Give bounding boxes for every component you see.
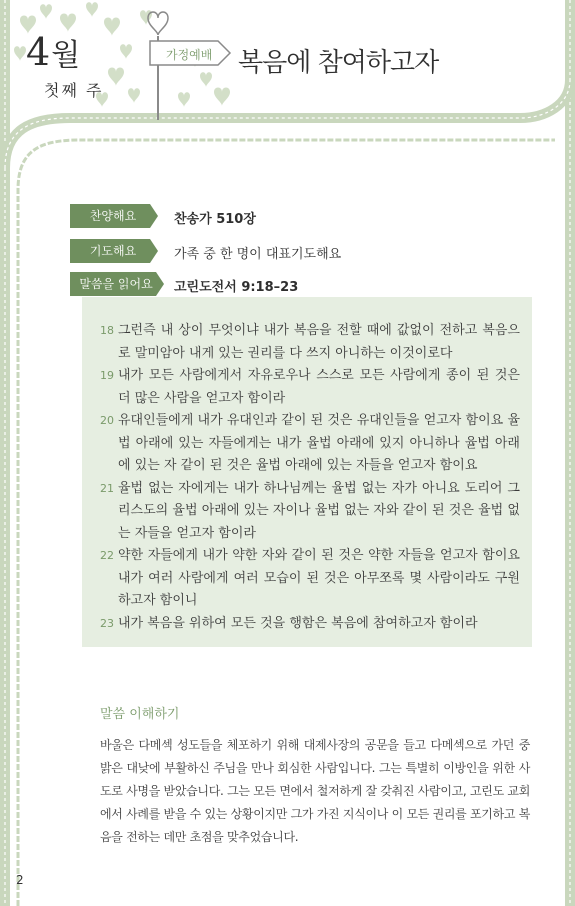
verse — [100, 320, 520, 365]
prayer-value: 가족 중 한 명이 대표기도해요 — [174, 247, 342, 262]
page-title: 복음에 참여하고자 — [238, 48, 439, 78]
week-label: 첫째 주 — [44, 81, 104, 100]
verse-text: 내가 복음을 위하여 모든 것을 행함은 복음에 참여하고자 함이라 — [118, 615, 478, 631]
reading-label: 말씀을 읽어요 — [79, 277, 153, 291]
verse-text: 유대인들에게 내가 유대인과 같이 된 것은 유대인들을 얻고자 함이요 율법 아래에 있는 자들에게는 내가 율법 아래에 있지 아니하나 율법 아래에 있는 자 같이 된 것은 율법 아래에 있는 자들을 얻고자 함이요 — [118, 413, 520, 473]
month-heading — [26, 30, 79, 74]
verse — [100, 410, 520, 478]
praise-value: 찬송가 510장 — [174, 212, 256, 227]
verse-number: 23 — [100, 616, 114, 630]
page-number: 2 — [16, 873, 24, 887]
verse-text: 그런즉 내 상이 무엇이냐 내가 복음을 전할 때에 값없이 전하고 복음으로 말미암아 내게 있는 권리를 다 쓰지 아니하는 이것이로다 — [118, 323, 520, 361]
category-tag: 가정예배 — [166, 48, 213, 62]
verse — [100, 478, 520, 546]
understanding-body: 바울은 다메섹 성도들을 체포하기 위해 대제사장의 공문을 들고 다메섹으로 가던 중 밝은 대낮에 부활하신 주님을 만나 회심한 사람입니다. 그는 특별히 이방인을 위한 사도로 사명을 받았습니다. 그는 모든 면에서 철저하게 잘 갖춰진 사람이고, 고린도 교회에서 사례를 받을 수 있는 상황이지만 그가 가진 지식이나 이 모든 권리를 포기하고 복음을 전하는 데만 초점을 맞추었습니다. — [100, 738, 530, 844]
verse — [100, 365, 520, 410]
month-unit: 월 — [51, 38, 80, 73]
verse-number: 22 — [100, 549, 114, 562]
verse — [100, 613, 520, 636]
verse-text: 내가 모든 사람에게서 자유로우나 스스로 모든 사람에게 종이 된 것은 더 많은 사람을 얻고자 함이라 — [118, 368, 520, 406]
scripture-verses — [100, 320, 520, 635]
praise-label: 찬양해요 — [89, 209, 137, 223]
verse-text: 율법 없는 자에게는 내가 하나님께는 율법 없는 자가 아니요 도리어 그리스도의 율법 아래에 있는 자이나 율법 없는 자와 같이 된 것은 율법 없는 자들을 얻고자 함이라 — [118, 480, 520, 541]
verse-number: 18 — [100, 324, 114, 337]
verse-number: 19 — [100, 369, 114, 382]
understanding-heading: 말씀 이해하기 — [100, 707, 180, 722]
verse-number: 20 — [100, 414, 114, 427]
month-number: 4 — [26, 30, 50, 74]
reading-value: 고린도전서 9:18–23 — [174, 280, 299, 295]
prayer-label: 기도해요 — [89, 244, 137, 258]
verse — [100, 545, 520, 613]
verse-text: 약한 자들에게 내가 약한 자와 같이 된 것은 약한 자들을 얻고자 함이요 내가 여러 사람에게 여러 모습이 된 것은 아무쪼록 몇 사람이라도 구원하고자 함이니 — [118, 548, 520, 608]
signpost-icon — [148, 12, 230, 120]
verse-number: 21 — [100, 481, 114, 495]
